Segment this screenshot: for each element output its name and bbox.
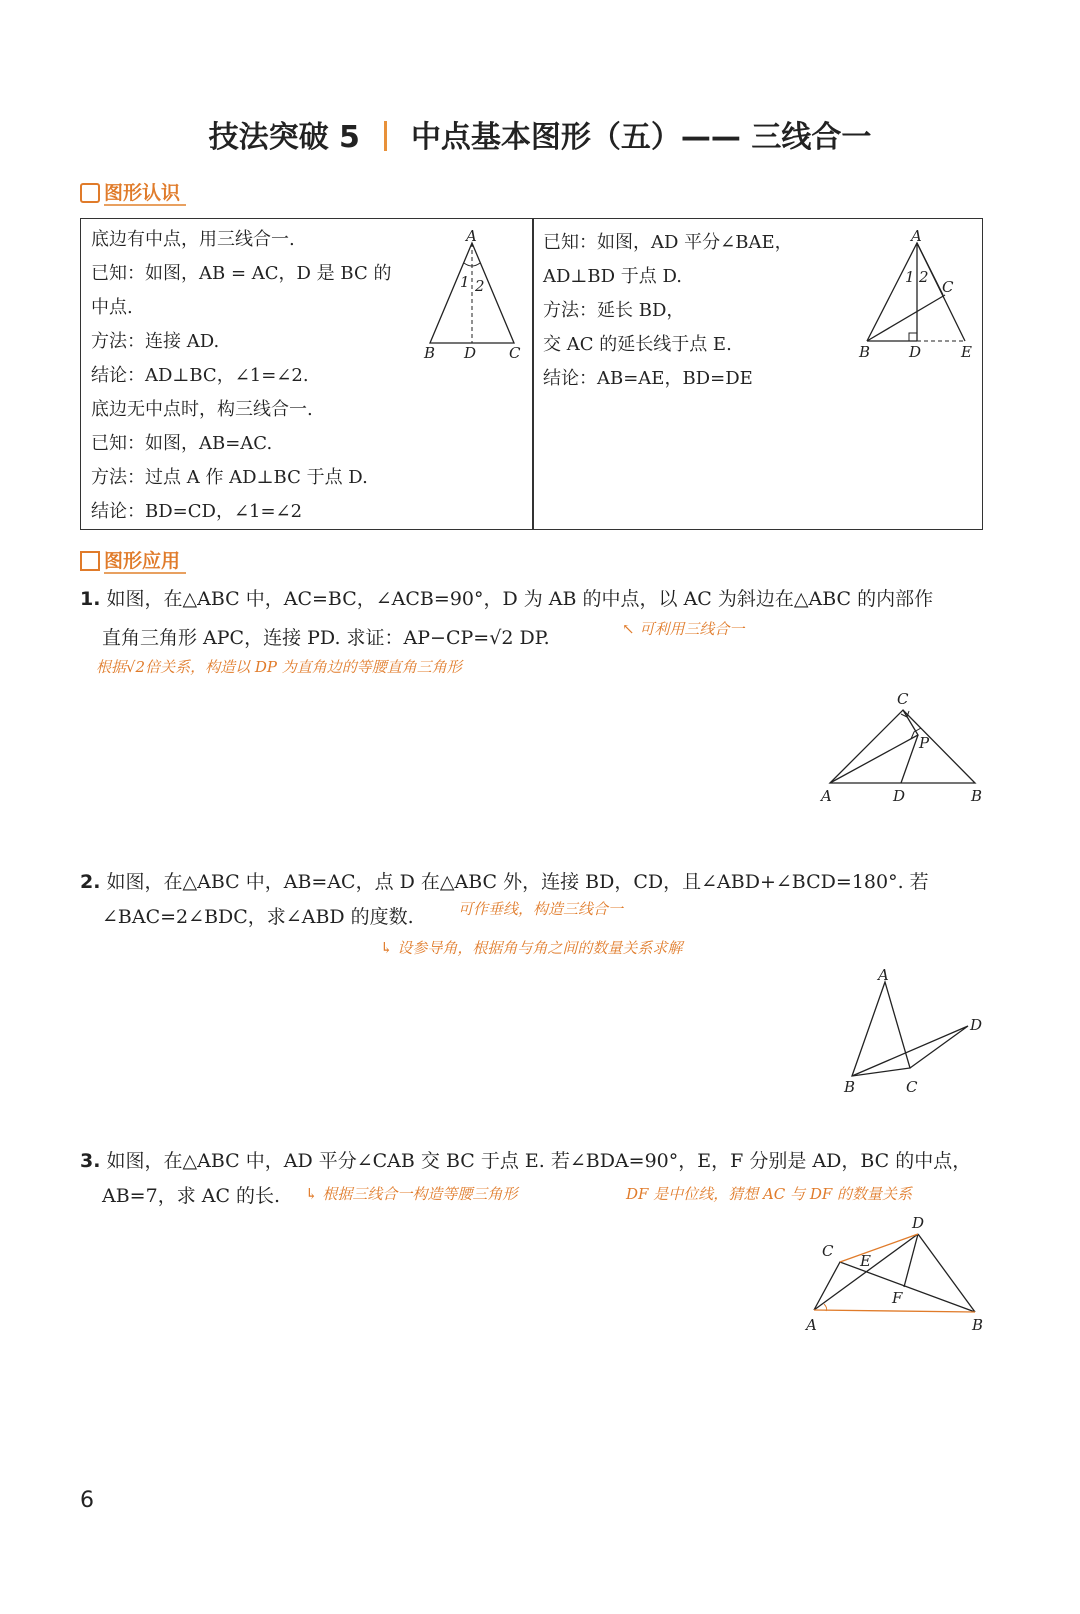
annotation: ↳ 根据三线合一构造等腰三角形 (305, 1185, 518, 1203)
problem-2-line-2: ∠BAC=2∠BDC，求∠ABD 的度数. (102, 906, 414, 928)
label-C: C (906, 1078, 918, 1096)
label-C: C (897, 690, 909, 708)
page-title (0, 112, 1080, 156)
text-line: 结论：BD=CD，∠1=∠2 (91, 501, 303, 522)
label-A: A (911, 227, 922, 245)
annotation: ↳ 设参导角，根据角与角之间的数量关系求解 (380, 939, 683, 957)
text-line: 结论：AB=AE，BD=DE (543, 368, 753, 389)
label-C: C (509, 344, 521, 362)
text-line: 中点. (91, 297, 133, 318)
problem-3-line-1 (80, 1146, 971, 1173)
problem-1-figure (815, 685, 990, 810)
problem-text: 如图，在△ABC 中，AC=BC，∠ACB=90°，D 为 AB 的中点，以 AC 为斜边在△ABC 的内部作 (106, 588, 934, 610)
problem-text: 如图，在△ABC 中，AB=AC，点 D 在△ABC 外，连接 BD，CD，且∠ABD+∠BCD=180°. 若 (106, 871, 929, 893)
section-title: 图形应用 (104, 550, 186, 574)
topic-title: 中点基本图形（五）—— 三线合一 (410, 120, 872, 155)
table-divider (532, 218, 534, 530)
section-figure-recognition (80, 178, 186, 205)
angle-1-label: 1 (460, 273, 470, 291)
annotation: ↖ 可利用三线合一 (622, 620, 745, 638)
cube-icon (80, 183, 100, 203)
label-C: C (942, 278, 954, 296)
annotation: 可作垂线，构造三线合一 (458, 900, 624, 918)
text-line: 底边无中点时，构三线合一. (91, 399, 313, 420)
label-B: B (971, 787, 983, 805)
section-figure-application (80, 546, 186, 573)
label-A: A (878, 968, 889, 984)
annotation-text: 设参导角，根据角与角之间的数量关系求解 (397, 939, 683, 957)
label-D: D (464, 344, 477, 362)
label-B: B (859, 343, 871, 361)
text-line: 方法：连接 AD. (91, 331, 220, 352)
angle-2-label: 2 (475, 277, 485, 295)
section-title: 图形认识 (104, 182, 186, 206)
set-square-icon (80, 551, 100, 571)
angle-2-label: 2 (919, 268, 929, 286)
text-line: 底边有中点，用三线合一. (91, 229, 295, 250)
text-line: 已知：如图，AB = AC，D 是 BC 的 (91, 263, 392, 284)
problem-number: 1. (80, 588, 101, 610)
left-cell (91, 223, 391, 529)
label-A: A (806, 1316, 817, 1334)
problem-number: 3. (80, 1150, 101, 1172)
annotation: 根据√2倍关系，构造以 DP 为直角边的等腰直角三角形 (96, 658, 462, 676)
label-D: D (970, 1016, 983, 1034)
technique-label: 技法突破 5 (208, 120, 360, 155)
title-divider (384, 121, 387, 151)
label-B: B (972, 1316, 984, 1334)
label-E: E (860, 1252, 871, 1270)
angle-bisector-figure (855, 225, 980, 365)
problem-1-line-2: 直角三角形 APC，连接 PD. 求证：AP−CP=√2 DP. (102, 627, 550, 649)
label-C: C (822, 1242, 834, 1260)
isosceles-triangle-figure (420, 225, 530, 365)
right-cell (543, 226, 793, 396)
text-line: 方法：过点 A 作 AD⊥BC 于点 D. (91, 467, 368, 488)
label-F: F (892, 1289, 903, 1307)
problem-3-line-2: AB=7，求 AC 的长. (102, 1185, 281, 1207)
text-line: 方法：延长 BD， (543, 300, 685, 321)
label-E: E (961, 343, 972, 361)
annotation-text: 可利用三线合一 (639, 620, 745, 638)
label-D: D (909, 343, 922, 361)
label-B: B (844, 1078, 856, 1096)
page-number: 6 (80, 1488, 94, 1513)
label-D: D (893, 787, 906, 805)
annotation-text: 根据三线合一构造等腰三角形 (322, 1185, 518, 1203)
label-A: A (466, 227, 477, 245)
problem-text: 如图，在△ABC 中，AD 平分∠CAB 交 BC 于点 E. 若∠BDA=90°，E，F 分别是 AD，BC 的中点， (106, 1150, 972, 1172)
text-line: 已知：如图，AD 平分∠BAE， (543, 232, 793, 253)
problem-2-line-1 (80, 867, 929, 894)
problem-3-figure (800, 1212, 990, 1340)
angle-1-label: 1 (905, 268, 915, 286)
label-P: P (919, 734, 930, 752)
text-line: AD⊥BD 于点 D. (543, 266, 682, 287)
problem-2-figure (840, 968, 990, 1098)
label-B: B (424, 344, 436, 362)
text-line: 已知：如图，AB=AC. (91, 433, 273, 454)
label-A: A (821, 787, 832, 805)
text-line: 结论：AD⊥BC，∠1=∠2. (91, 365, 309, 386)
problem-number: 2. (80, 871, 101, 893)
annotation: DF 是中位线，猜想 AC 与 DF 的数量关系 (626, 1185, 913, 1203)
text-line: 交 AC 的延长线于点 E. (543, 334, 732, 355)
problem-1-line-1 (80, 584, 933, 611)
label-D: D (912, 1214, 925, 1232)
